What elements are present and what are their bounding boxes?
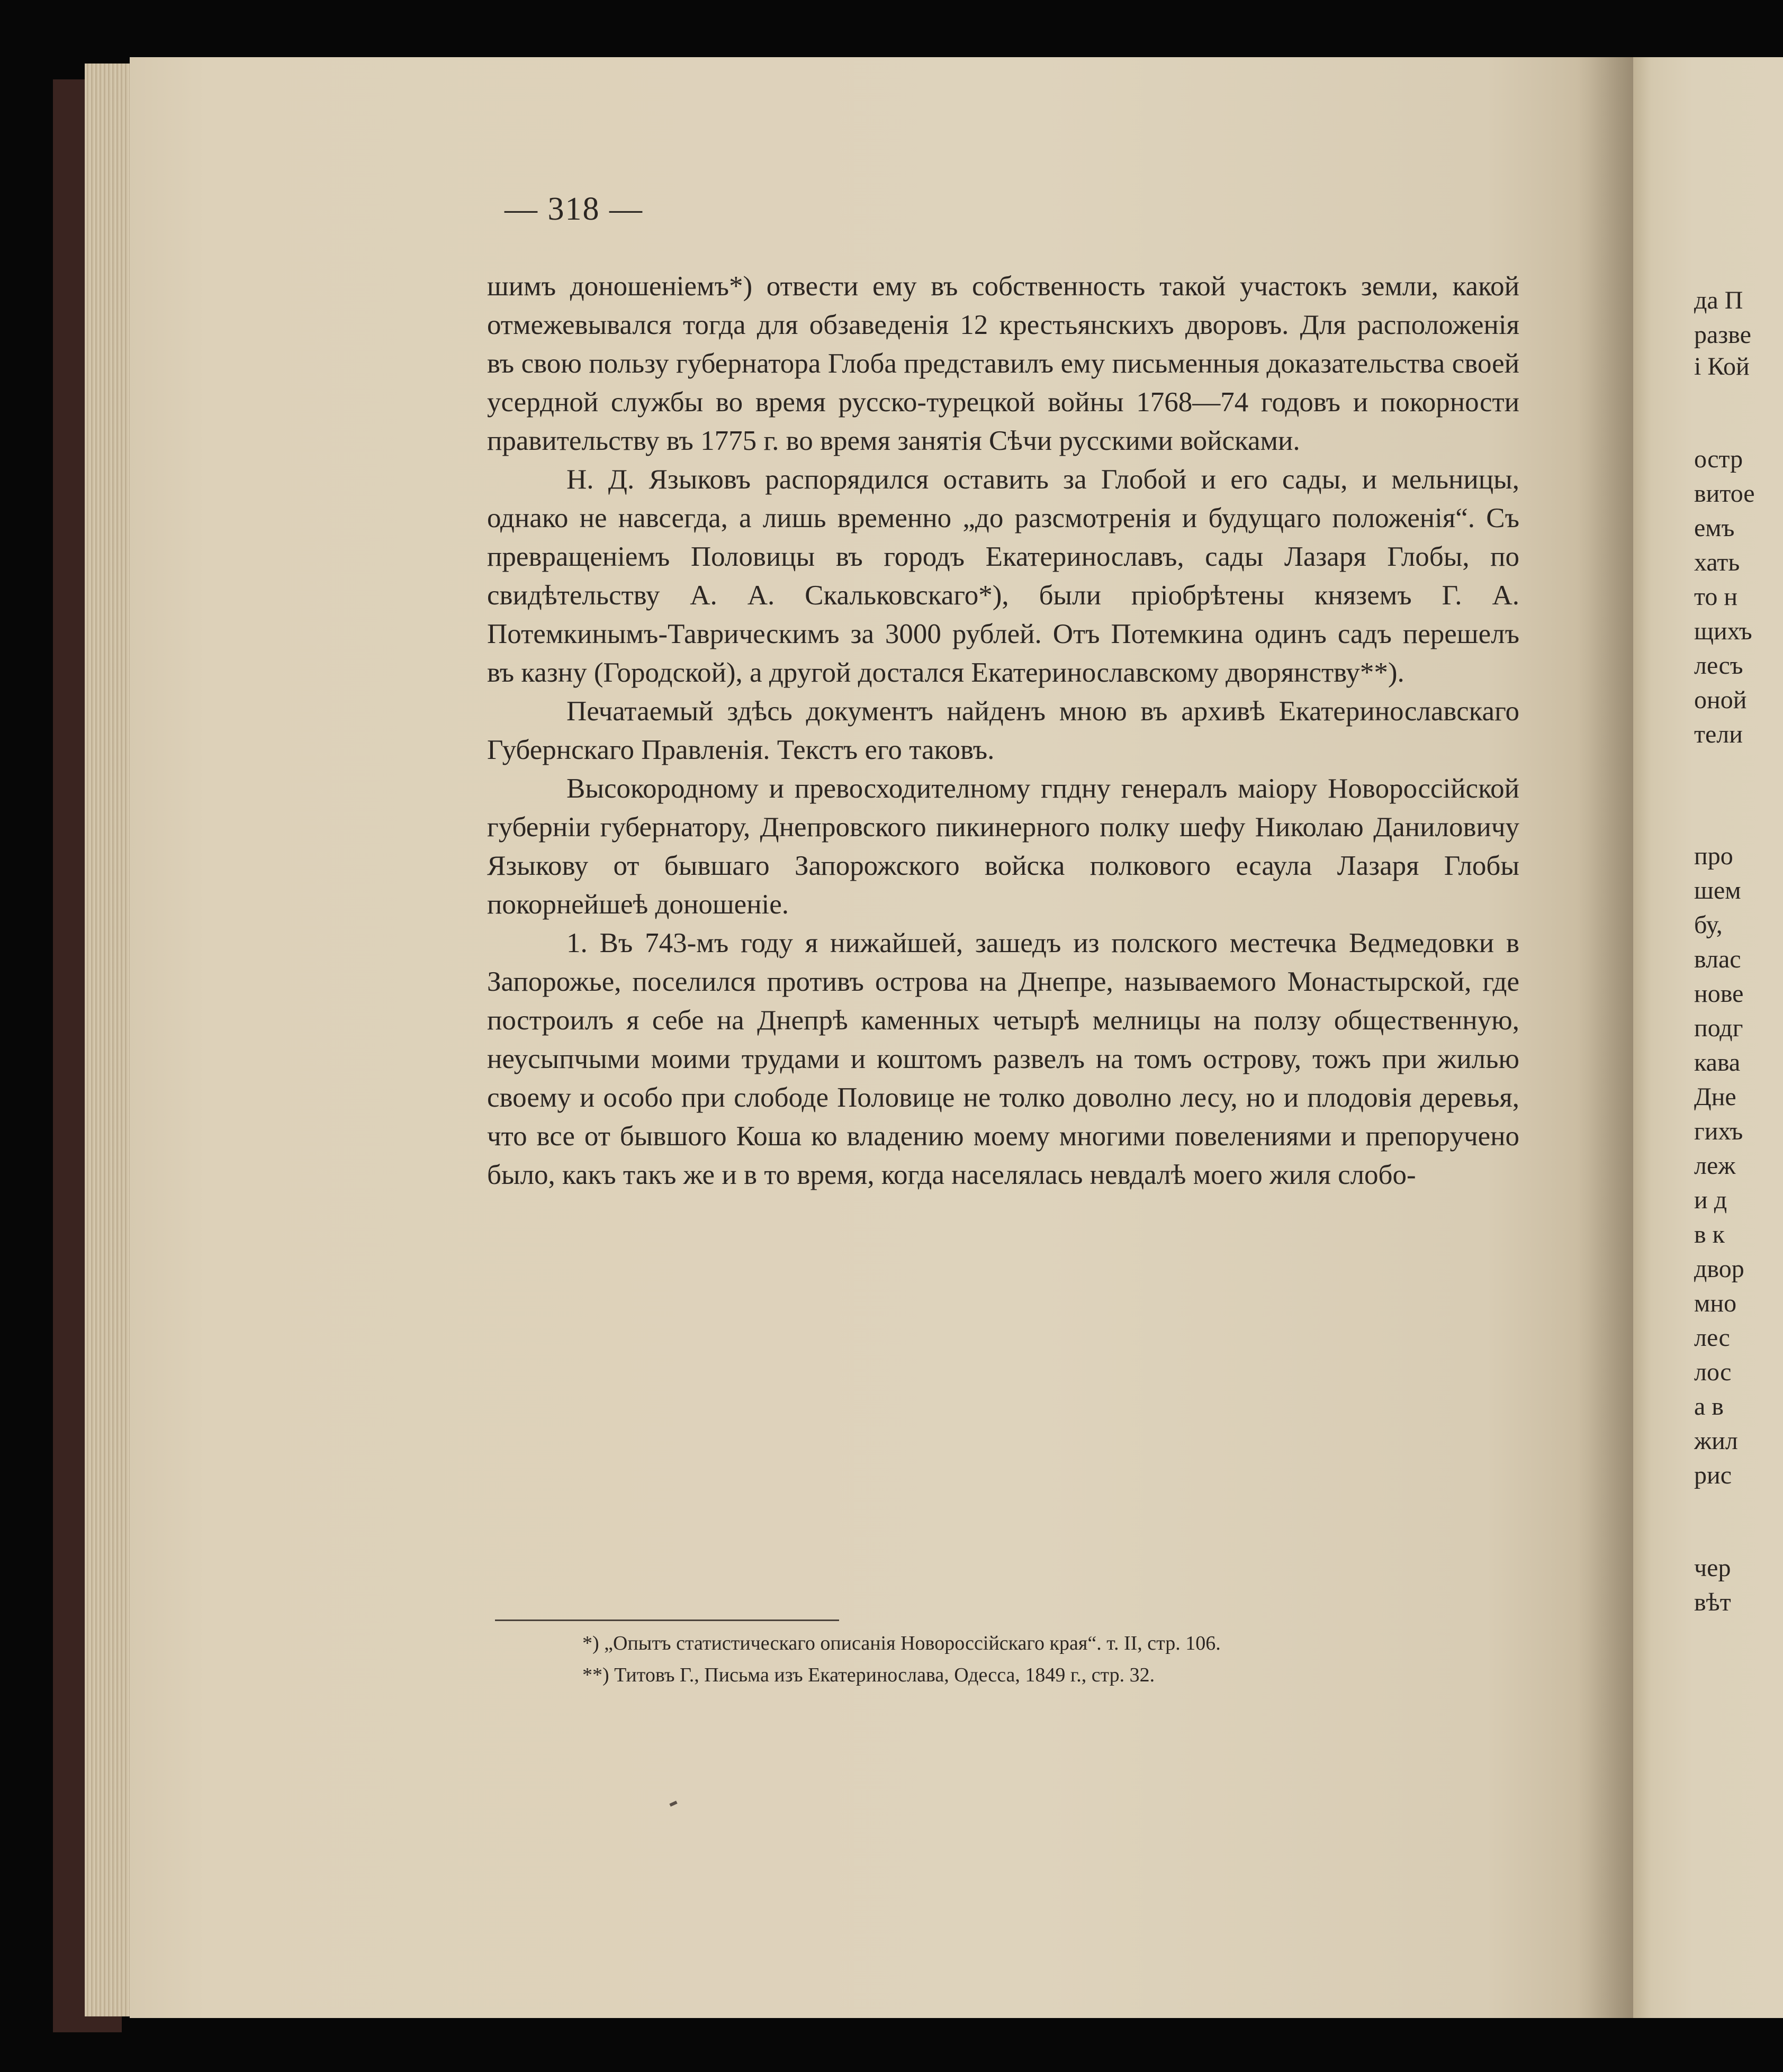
right-page-line: оной	[1694, 686, 1747, 714]
right-page-line: а в	[1694, 1392, 1724, 1420]
right-page-line: вѣт	[1694, 1588, 1731, 1616]
right-page-line: кава	[1694, 1048, 1741, 1076]
right-page-line: в к	[1694, 1220, 1725, 1248]
paragraph-4: Высокородному и превосходителному гпдну генералъ маіору Новороссійской губерніи губернатору, Днепровского пикинерного полку шефу Николаю Даниловичу Языкову от бывшаго Запорожского войска полкового есаула Лазаря Глобы покорнейшеѣ доношеніе.	[487, 773, 1519, 920]
right-page-line: лес	[1694, 1324, 1730, 1352]
body-text	[487, 267, 1519, 1195]
right-page-line: рис	[1694, 1461, 1732, 1489]
right-page-line: мно	[1694, 1289, 1737, 1317]
right-page-line: лос	[1694, 1358, 1732, 1386]
paragraph-5: 1. Въ 743-мъ году я нижайшей, зашедъ из полского местечка Ведмедовки в Запорожье, поселился противъ острова на Днепре, называемого Монастырской, где построилъ я себе на Днепрѣ каменных четырѣ мелницы на ползу общественную, неусыпчыми моими трудами и коштомъ развелъ на томъ острову, тожъ при жилью своему и особо при слободе Половице не толко доволно лесу, но и плодовія деревья, что все от бывшого Коша ко владению моему многими повелениями и препоручено было, какъ такъ же и в то время, когда населялась невдалѣ моего жиля слобо-	[487, 928, 1519, 1190]
right-page-line: разве	[1694, 321, 1751, 349]
footnotes	[582, 1627, 1535, 1691]
right-page-line: і Кой	[1694, 352, 1750, 381]
right-page-line: то н	[1694, 583, 1738, 611]
right-page-line: двор	[1694, 1255, 1744, 1283]
page-number: — 318 —	[505, 191, 643, 227]
right-page-text-fragments	[1694, 286, 1783, 1662]
right-page-line: жил	[1694, 1427, 1738, 1455]
right-page-line: нове	[1694, 980, 1744, 1008]
right-page-line: витое	[1694, 479, 1755, 508]
right-page-line: и д	[1694, 1186, 1727, 1214]
paragraph-3: Печатаемый здѣсь документъ найденъ мною въ архивѣ Екатеринославскаго Губернскаго Правленія. Текстъ его таковъ.	[487, 696, 1519, 765]
right-page-line: подг	[1694, 1014, 1743, 1042]
footnote-1: *) „Опытъ статистическаго описанія Новороссійскаго края“. т. II, стр. 106.	[582, 1632, 1221, 1654]
paragraph-1: шимъ доношеніемъ*) отвести ему въ собственность такой участокъ земли, какой отмежевывался тогда для обзаведенія 12 крестьянскихъ дворовъ. Для расположенія въ свою пользу губернатора Глоба представилъ ему письменныя доказательства своей усердной службы во время русско-турецкой войны 1768—74 годовъ и покорности правительству въ 1775 г. во время занятія Сѣчи русскими войсками.	[487, 271, 1519, 456]
right-page-line: Дне	[1694, 1083, 1736, 1111]
right-page-line: хать	[1694, 548, 1740, 576]
right-page-line: да П	[1694, 286, 1743, 314]
gutter-shadow	[1578, 57, 1636, 2018]
right-page-line: лесъ	[1694, 652, 1743, 680]
right-page-line: тели	[1694, 720, 1743, 748]
right-page-line: бу,	[1694, 911, 1723, 939]
right-page-line: леж	[1694, 1152, 1736, 1180]
footnote-divider	[495, 1619, 839, 1621]
right-page-line: остр	[1694, 445, 1743, 473]
paragraph-2: Н. Д. Языковъ распорядился оставить за Глобой и его сады, и мельницы, однако не навсегда, а лишь временно „до разсмотренія и будущаго положенія“. Съ превращеніемъ Половицы въ городъ Екатеринославъ, сады Лазаря Глобы, по свидѣтельству А. А. Скальковскаго*), были пріобрѣтены княземъ Г. А. Потемкинымъ-Таврическимъ за 3000 рублей. Отъ Потемкина одинъ садъ перешелъ въ казну (Городской), а другой достался Екатеринославскому дворянству**).	[487, 464, 1519, 688]
right-page-line: шем	[1694, 876, 1741, 904]
right-page-line: емъ	[1694, 514, 1735, 542]
right-page-line: щихъ	[1694, 617, 1752, 645]
right-page-line: чер	[1694, 1554, 1731, 1582]
footnote-2: **) Титовъ Г., Письма изъ Екатеринослава, Одесса, 1849 г., стр. 32.	[582, 1664, 1155, 1686]
right-page-line: про	[1694, 842, 1733, 870]
right-page-line: гихъ	[1694, 1117, 1743, 1145]
right-page-line: влас	[1694, 945, 1741, 973]
